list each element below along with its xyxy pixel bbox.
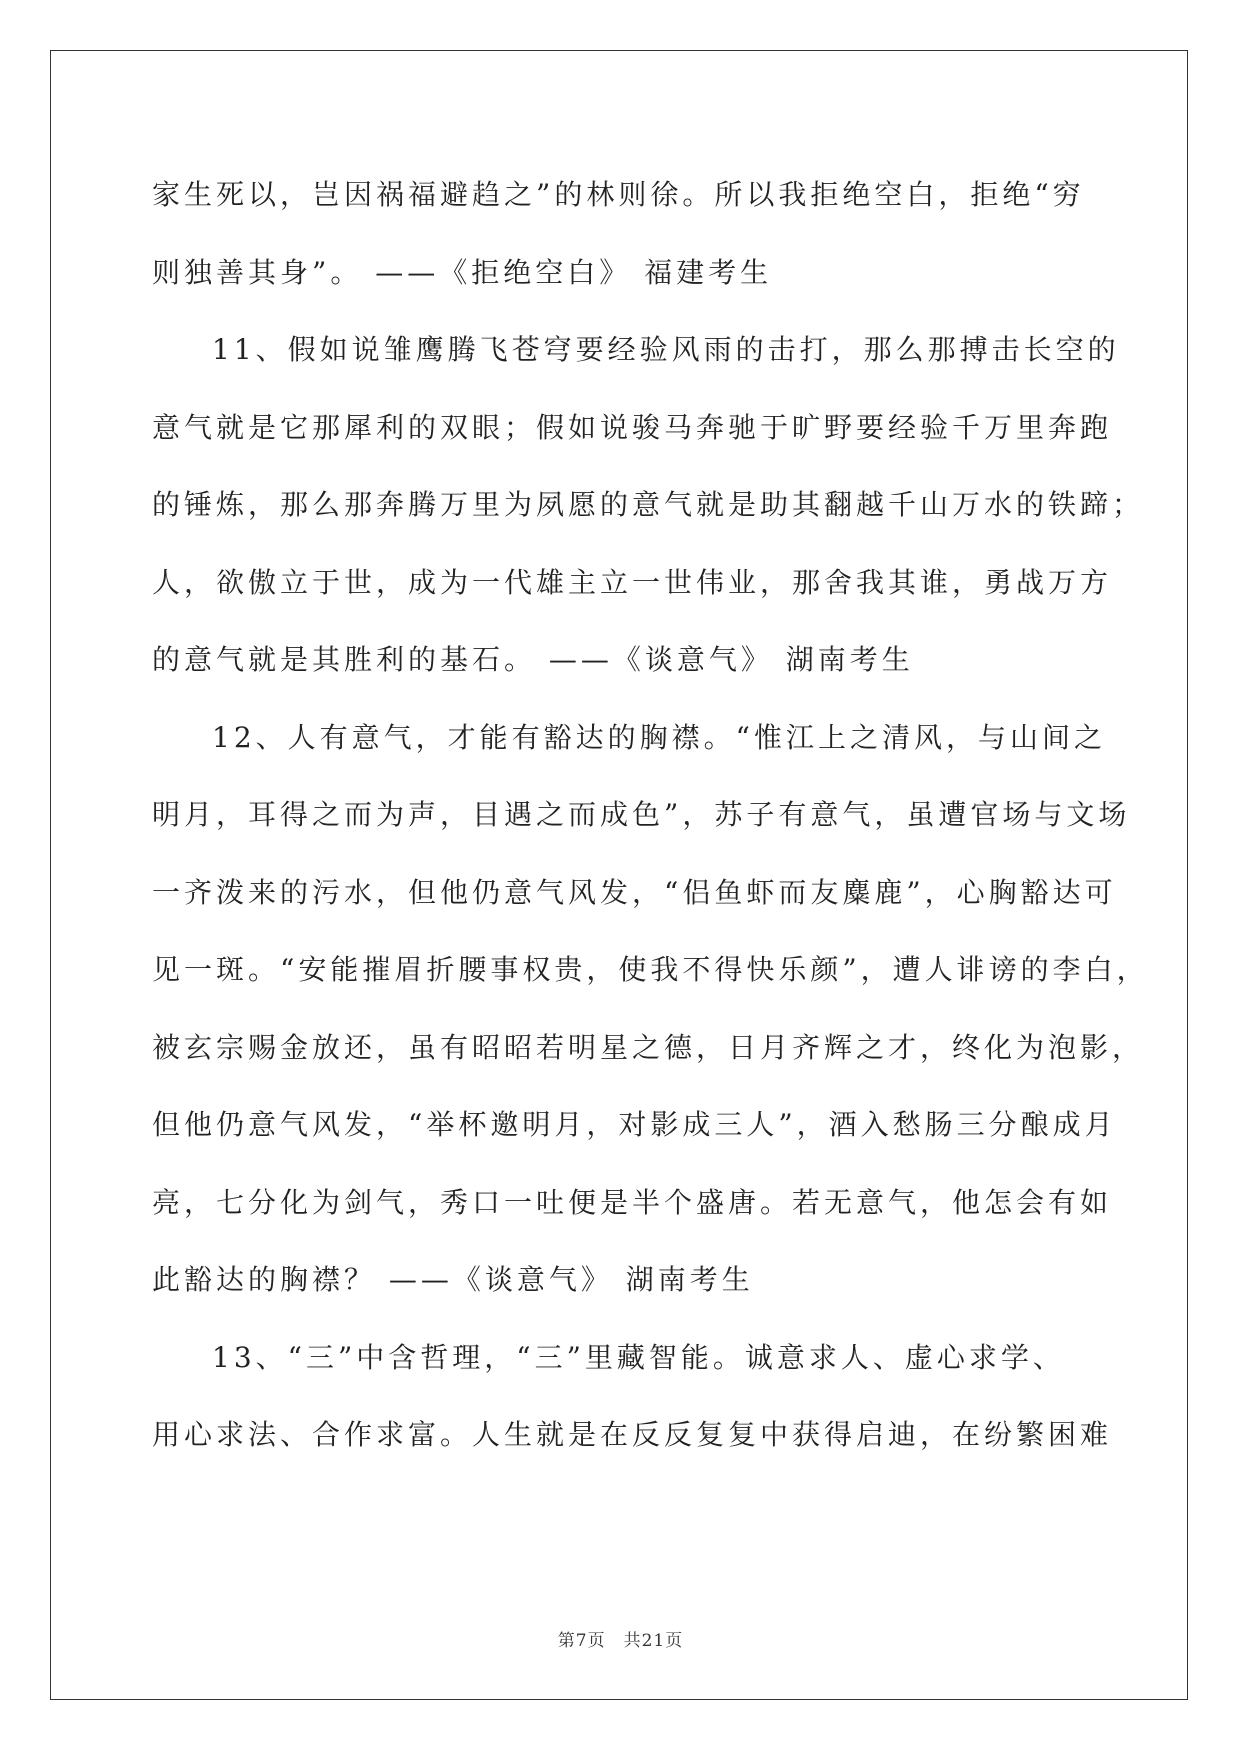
text-line: 11、假如说雏鹰腾飞苍穹要经验风雨的击打，那么那搏击长空的: [212, 333, 1120, 366]
text-line: 人，欲傲立于世，成为一代雄主立一世伟业，那舍我其谁，勇战万方: [152, 565, 1113, 599]
text-line: 明月，耳得之而为声，目遇之而成色”，苏子有意气，虽遭官场与文场: [152, 798, 1131, 831]
text-line: 的意气就是其胜利的基石。 ——《谈意气》 湖南考生: [152, 643, 914, 676]
text-line: 的锤炼，那么那奔腾万里为夙愿的意气就是助其翻越千山万水的铁蹄；: [152, 488, 1145, 521]
text-line: 此豁达的胸襟？ ——《谈意气》 湖南考生: [152, 1263, 754, 1296]
text-line: 见一斑。“安能摧眉折腰事权贵，使我不得快乐颜”，遭人诽谤的李白，: [152, 953, 1149, 986]
text-line: 家生死以，岂因祸福避趋之”的林则徐。所以我拒绝空白，拒绝“穷: [152, 178, 1085, 211]
text-line: 一齐泼来的污水，但他仍意气风发，“侣鱼虾而友麋鹿”，心胸豁达可: [152, 875, 1117, 909]
text-line: 则独善其身”。 ——《拒绝空白》 福建考生: [152, 255, 773, 289]
document-body: [152, 156, 1149, 1474]
text-line: 12、人有意气，才能有豁达的胸襟。“惟江上之清风，与山间之: [212, 720, 1106, 754]
text-line: 13、“三”中含哲理，“三”里藏智能。诚意求人、虚心求学、: [212, 1340, 1065, 1374]
paragraph-11: [152, 311, 1145, 699]
paragraph-continuation: [152, 156, 1092, 311]
page-number-footer: 第7页 共21页: [557, 1631, 684, 1651]
text-line: 用心求法、合作求富。人生就是在反反复复中获得启迪，在纷繁困难: [152, 1418, 1113, 1451]
text-line: 意气就是它那犀利的双眼；假如说骏马奔驰于旷野要经验千万里奔跑: [152, 410, 1113, 444]
text-line: 被玄宗赐金放还，虽有昭昭若明星之德，日月齐辉之才，终化为泡影，: [152, 1030, 1145, 1064]
paragraph-12: [152, 699, 1149, 1319]
text-line: 亮，七分化为剑气，秀口一吐便是半个盛唐。若无意气，他怎会有如: [152, 1185, 1113, 1219]
text-line: 但他仍意气风发，“举杯邀明月，对影成三人”，酒入愁肠三分酿成月: [152, 1108, 1117, 1141]
paragraph-13: [152, 1319, 1113, 1474]
